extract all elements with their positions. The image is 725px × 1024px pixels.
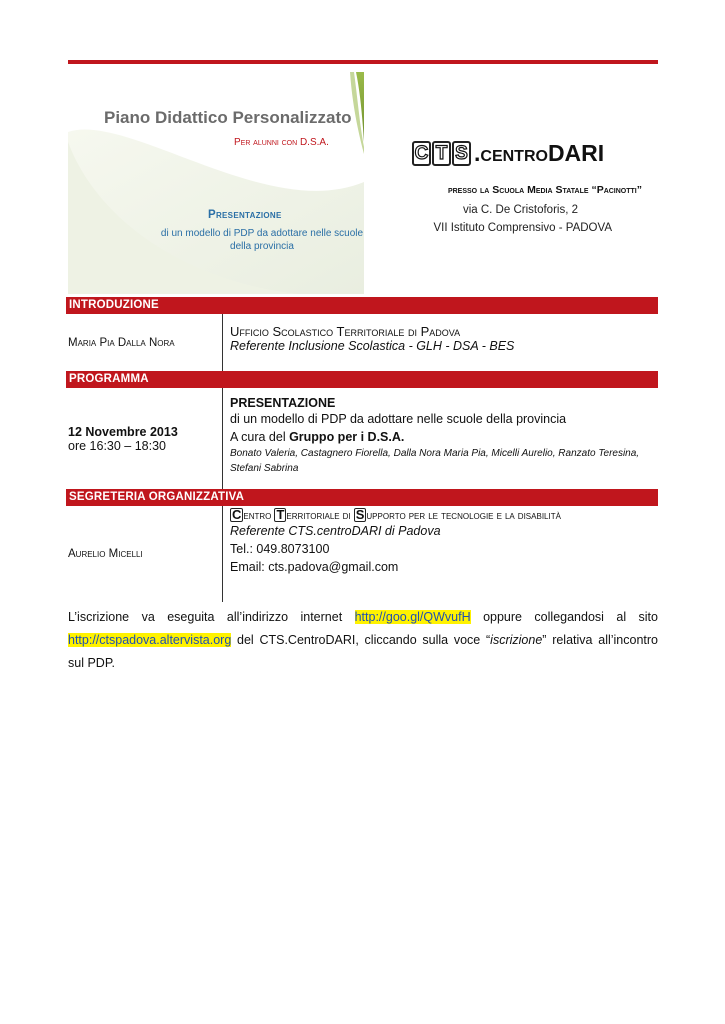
secretary-person: Aurelio Micelli	[68, 548, 143, 560]
secretary-email: Email: cts.padova@gmail.com	[230, 560, 399, 574]
intro-office: Ufficio Scolastico Territoriale di Padova	[230, 324, 461, 339]
intro-role: Referente Inclusione Scolastica - GLH - DSA - BES	[230, 339, 515, 353]
banner-presentation: Presentazione	[208, 209, 282, 221]
secretary-role: Referente CTS.centroDARI di Padova	[230, 524, 441, 538]
program-heading: PRESENTAZIONE	[230, 396, 336, 410]
registration-link[interactable]: http://goo.gl/QWvufH	[354, 610, 471, 624]
top-rule	[68, 60, 658, 64]
registration-paragraph: L’iscrizione va eseguita all’indirizzo internet http://goo.gl/QWvufH oppure collegandosi al sito http://ctspadova.altervista.org del CTS.CentroDARI, cliccando sulla voce “iscrizione” relativa all’incontro sul PDP.	[68, 610, 658, 670]
program-row	[66, 388, 658, 489]
program-group: Gruppo per i D.S.A.	[289, 430, 405, 444]
header-banner	[68, 72, 364, 294]
program-table	[66, 297, 658, 602]
program-time: ore 16:30 – 18:30	[68, 438, 166, 453]
secretary-row	[66, 506, 658, 602]
secretary-tel: Tel.: 049.8073100	[230, 542, 330, 556]
secretary-office: C entro T erritoriale di S upporto per le tecnologie e la disabilità	[232, 507, 561, 522]
intro-row	[66, 314, 658, 371]
address-line-1: via C. De Cristoforis, 2	[462, 204, 578, 216]
section-bar-segreteria: SEGRETERIA ORGANIZZATIVA	[66, 489, 658, 506]
keyword-iscrizione: iscrizione	[490, 633, 543, 647]
program-names: Bonato Valeria, Castagnero Fiorella, Dalla Nora Maria Pia, Micelli Aurelio, Ranzato Teresina, Stefani Sabrina	[230, 448, 640, 474]
intro-person: Maria Pia Dalla Nora	[68, 336, 175, 349]
host-school: presso la Scuola Media Statale “Pacinotti”	[447, 184, 642, 196]
logo-letter-c: C	[412, 141, 431, 166]
banner-swoosh	[68, 72, 364, 294]
program-date: 12 Novembre 2013	[68, 424, 178, 439]
logo-letter-t: T	[432, 141, 451, 166]
program-description: di un modello di PDP da adottare nelle scuole della provincia	[230, 412, 567, 426]
logo-letter-s: S	[452, 141, 471, 166]
cts-logo	[412, 140, 604, 167]
program-curated-by: A cura del Gruppo per i D.S.A.	[230, 430, 405, 444]
address-line-2: VII Istituto Comprensivo - PADOVA	[433, 222, 612, 234]
banner-subtitle: Per alunni con D.S.A.	[234, 137, 329, 148]
section-bar-introduzione: INTRODUZIONE	[66, 297, 658, 314]
banner-title: Piano Didattico Personalizzato	[104, 108, 352, 127]
banner-description: di un modello di PDP da adottare nelle scuole della provincia	[160, 228, 364, 252]
site-link[interactable]: http://ctspadova.altervista.org	[68, 633, 232, 647]
logo-text: .centroDARI	[474, 140, 605, 166]
section-bar-programma: PROGRAMMA	[66, 371, 658, 388]
